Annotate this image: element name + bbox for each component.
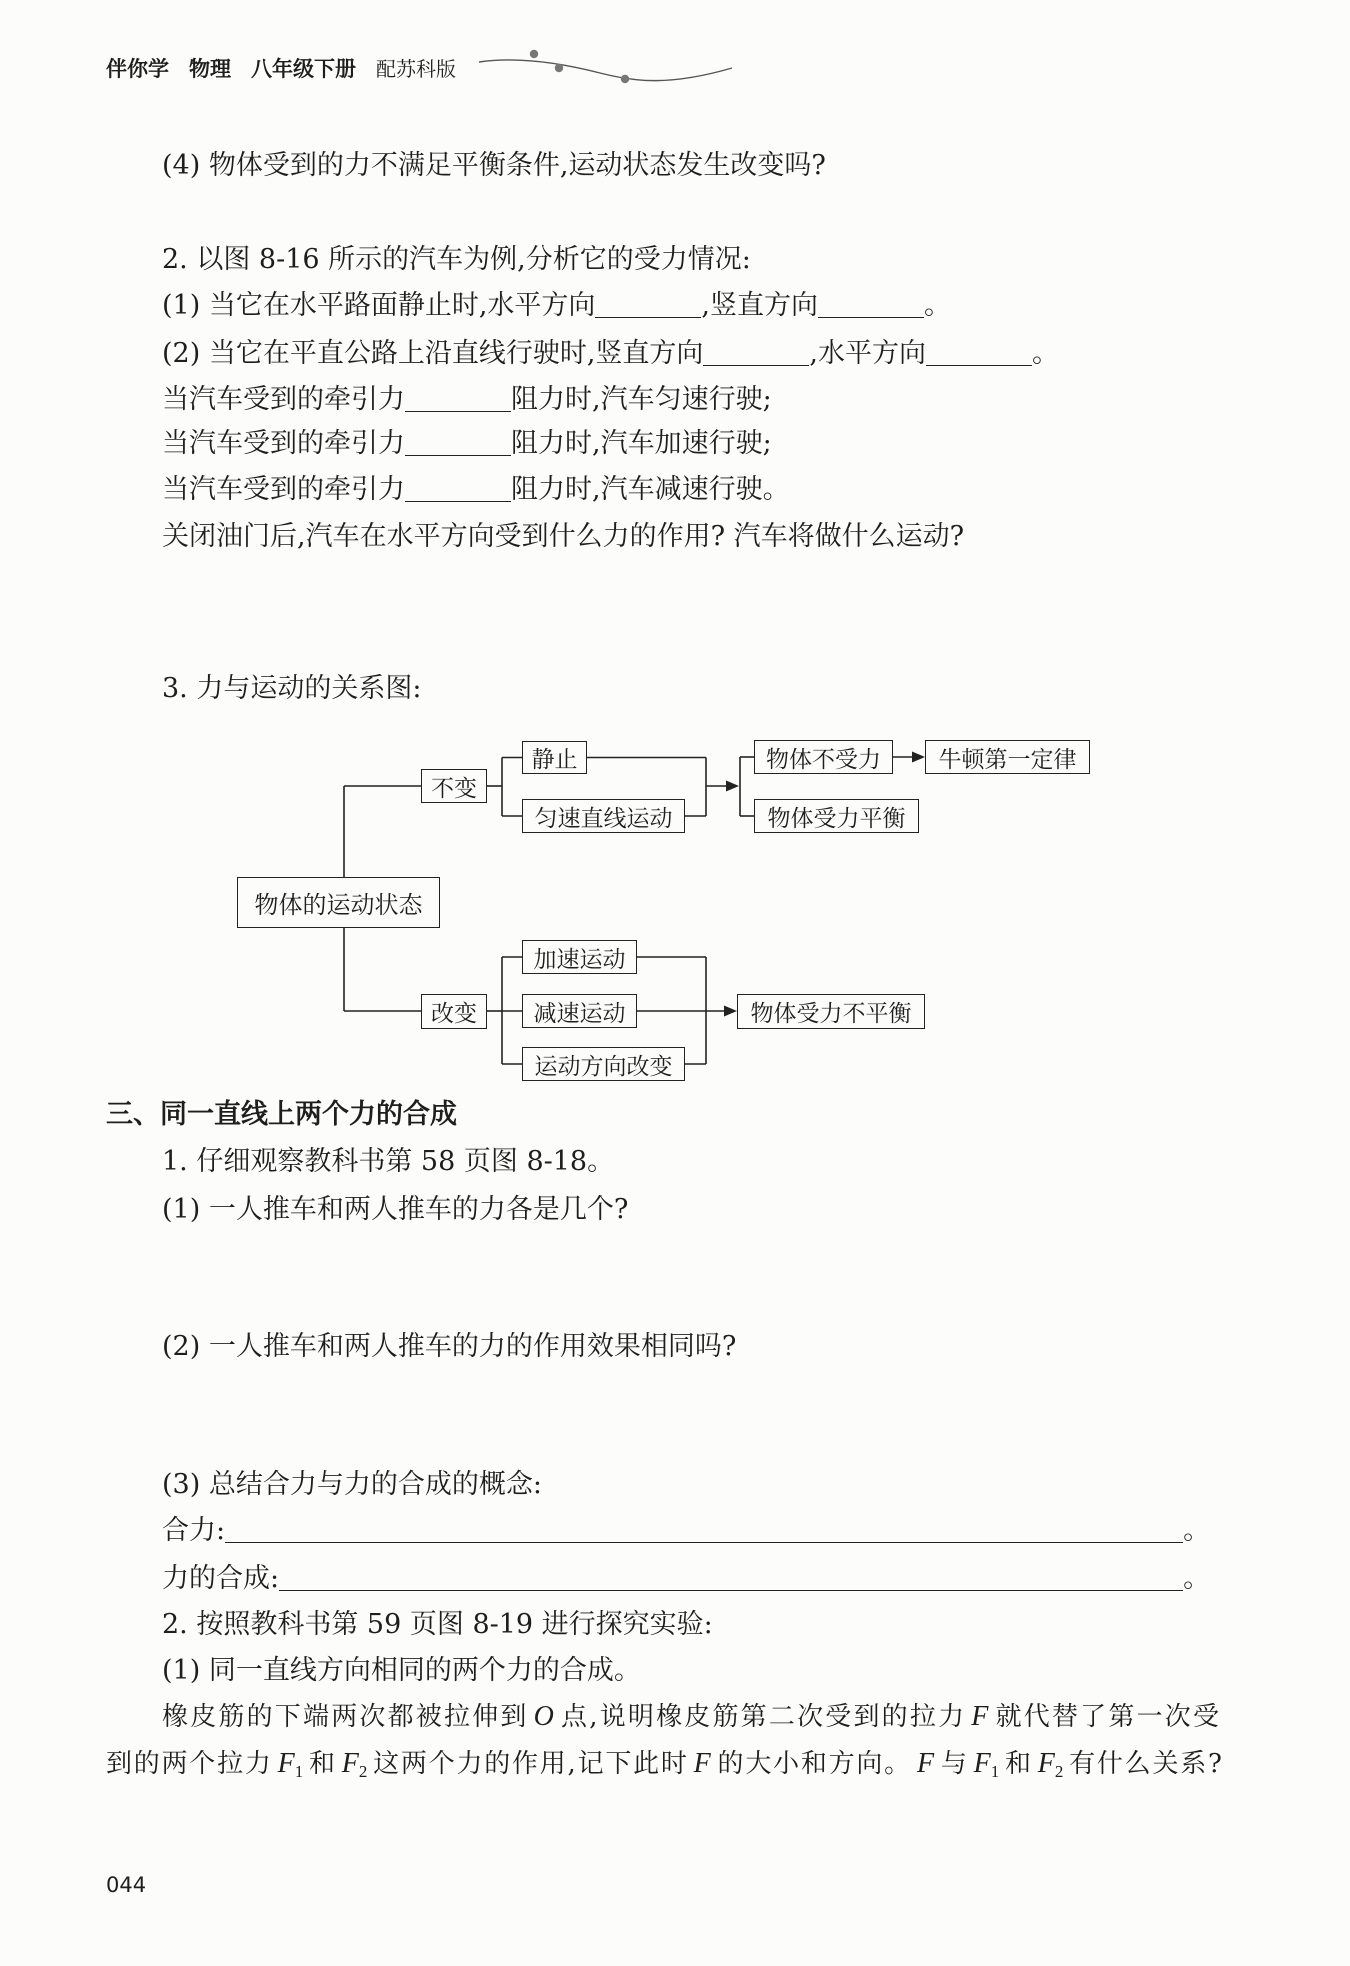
question-2-title: 2. 以图 8-16 所示的汽车为例,分析它的受力情况: (162, 244, 751, 275)
question-text: 。 (924, 290, 952, 321)
force-symbol: F (916, 1748, 935, 1779)
edition-title: 配苏科版 (376, 57, 456, 81)
question-text: (2) 当它在平直公路上沿直线行驶时,竖直方向 (162, 338, 704, 369)
paragraph-text: 到的两个拉力 (106, 1749, 273, 1779)
part3-question-1: 1. 仔细观察教科书第 58 页图 8-18。 (162, 1146, 615, 1177)
wave-dot (555, 64, 563, 72)
paragraph-text: 的大小和方向。 (715, 1749, 912, 1779)
traction-decelerate (162, 472, 790, 508)
node-newton-first-law: 牛顿第一定律 (925, 740, 1090, 774)
question-text: 当汽车受到的牵引力 (162, 474, 405, 505)
question-text: ,水平方向 (809, 338, 927, 369)
node-uniform-motion: 匀速直线运动 (522, 799, 685, 833)
traction-uniform (162, 382, 772, 418)
answer-blank (926, 343, 1032, 366)
arrow-head (726, 781, 739, 792)
node-balanced-forces: 物体受力平衡 (754, 799, 919, 833)
node-decelerate: 减速运动 (522, 994, 637, 1028)
force-symbol: F (971, 1701, 989, 1732)
definition-label: 合力: (162, 1515, 226, 1546)
part3-question-1-1: (1) 一人推车和两人推车的力各是几个? (162, 1194, 629, 1225)
traction-accelerate (162, 426, 772, 462)
definition-end: 。 (1183, 1563, 1211, 1594)
arrow-head (912, 752, 925, 763)
answer-line (279, 1568, 1183, 1591)
force-subscript: 2 (358, 1762, 368, 1781)
point-symbol: O (533, 1701, 554, 1732)
coasting-question: 关闭油门后,汽车在水平方向受到什么力的作用? 汽车将做什么运动? (162, 521, 965, 552)
part3-question-2-1: (1) 同一直线方向相同的两个力的合成。 (162, 1655, 641, 1686)
node-direction-change: 运动方向改变 (522, 1047, 685, 1081)
question-text: 当汽车受到的牵引力 (162, 428, 405, 459)
node-motion-state: 物体的运动状态 (237, 877, 440, 928)
node-rest: 静止 (522, 741, 587, 774)
force-symbol: F (277, 1748, 295, 1779)
paragraph-text: 就代替了第一次受 (993, 1702, 1219, 1732)
wave-line (479, 60, 732, 81)
answer-blank (405, 389, 511, 412)
paragraph-text: 点,说明橡皮筋第二次受到的拉力 (558, 1702, 967, 1732)
definition-label: 力的合成: (162, 1563, 280, 1594)
paragraph-text: 和 (307, 1749, 337, 1779)
node-no-force: 物体不受力 (754, 740, 893, 774)
answer-blank (703, 343, 809, 366)
running-header (106, 52, 456, 86)
question-text: 阻力时,汽车加速行驶; (511, 428, 772, 459)
force-symbol: F (341, 1748, 359, 1779)
node-unchanged: 不变 (421, 769, 487, 803)
paragraph-text: 这两个力的作用,记下此时 (371, 1749, 689, 1779)
answer-blank (405, 433, 511, 456)
force-composition-definition (162, 1561, 1210, 1597)
arrow-head (724, 1006, 737, 1017)
force-subscript: 1 (990, 1762, 1000, 1781)
question-text: 当汽车受到的牵引力 (162, 384, 405, 415)
node-unbalanced-forces: 物体受力不平衡 (737, 994, 925, 1029)
definition-end: 。 (1183, 1515, 1211, 1546)
experiment-paragraph-line-1 (162, 1699, 1219, 1735)
force-subscript: 2 (1054, 1762, 1064, 1781)
question-text: ,竖直方向 (701, 290, 819, 321)
node-accelerate: 加速运动 (522, 940, 637, 974)
question-4: (4) 物体受到的力不满足平衡条件,运动状态发生改变吗? (162, 150, 826, 181)
question-2-2 (162, 336, 1059, 372)
part3-question-1-2: (2) 一人推车和两人推车的力的作用效果相同吗? (162, 1331, 737, 1362)
experiment-paragraph-line-2 (106, 1746, 1222, 1790)
paragraph-text: 和 (1003, 1749, 1033, 1779)
wave-dot (621, 75, 629, 83)
answer-blank (818, 295, 924, 318)
question-text: (1) 当它在水平路面静止时,水平方向 (162, 290, 596, 321)
part3-question-2: 2. 按照教科书第 59 页图 8-19 进行探究实验: (162, 1609, 713, 1640)
node-changed: 改变 (421, 994, 487, 1029)
question-text: 阻力时,汽车匀速行驶; (511, 384, 772, 415)
question-3-title: 3. 力与运动的关系图: (162, 673, 422, 704)
force-symbol: F (1037, 1748, 1055, 1779)
force-subscript: 1 (294, 1762, 304, 1781)
paragraph-text: 与 (939, 1749, 969, 1779)
part3-question-1-3: (3) 总结合力与力的合成的概念: (162, 1469, 542, 1500)
wave-dot (530, 50, 538, 58)
paragraph-text: 橡皮筋的下端两次都被拉伸到 (162, 1702, 529, 1732)
question-text: 。 (1032, 338, 1060, 369)
page-number: 044 (106, 1873, 147, 1897)
answer-blank (595, 295, 701, 318)
section-heading: 三、同一直线上两个力的合成 (106, 1099, 457, 1130)
subject-title: 物理 (189, 57, 231, 81)
question-2-1 (162, 288, 951, 324)
resultant-force-definition (162, 1513, 1210, 1549)
question-text: 阻力时,汽车减速行驶。 (511, 474, 790, 505)
answer-line (225, 1520, 1183, 1543)
answer-blank (405, 479, 511, 502)
volume-title: 八年级下册 (251, 57, 356, 81)
force-symbol: F (693, 1748, 711, 1779)
paragraph-text: 有什么关系? (1067, 1749, 1222, 1779)
force-symbol: F (973, 1748, 991, 1779)
header-wave-decoration (470, 40, 740, 90)
series-title: 伴你学 (106, 57, 169, 81)
